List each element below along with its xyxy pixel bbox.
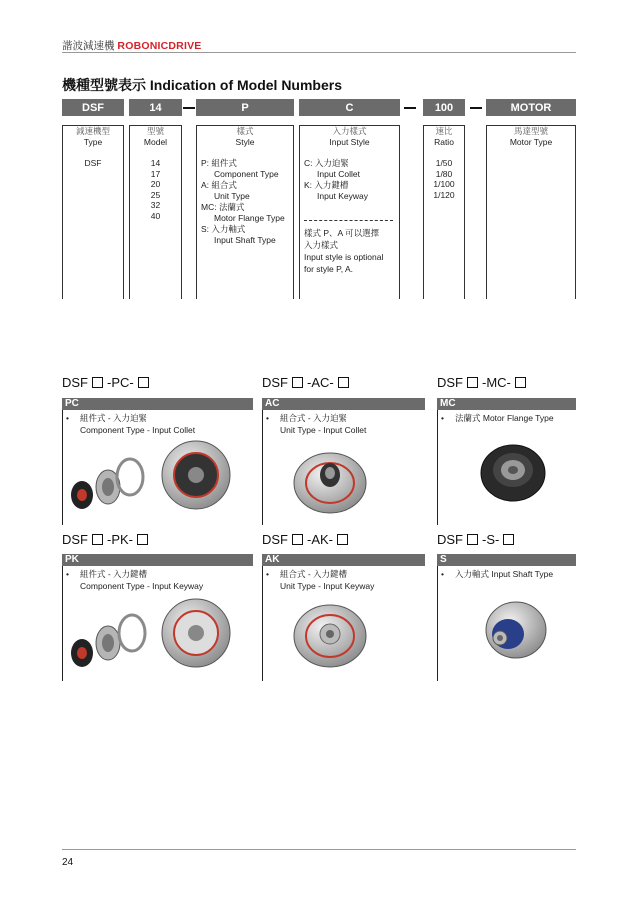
column-model xyxy=(129,125,182,299)
unit-keyway-image xyxy=(290,600,370,670)
blank-box xyxy=(292,534,303,545)
component-collet-image xyxy=(66,440,256,515)
page-number: 24 xyxy=(62,857,74,868)
blank-box xyxy=(337,534,348,545)
desc-en: Component Type - Input Collet xyxy=(80,425,196,435)
bullet: • xyxy=(66,569,69,579)
desc-en: Component Type - Input Keyway xyxy=(80,581,204,591)
blank-box xyxy=(467,377,478,388)
list-item: 20 xyxy=(150,179,161,189)
list-item: S: 入力軸式 xyxy=(201,224,246,234)
desc-zh: 入力軸式 Input Shaft Type xyxy=(455,569,554,579)
product-bar-ak: AK xyxy=(262,554,425,566)
footer-divider xyxy=(62,849,576,850)
list-item: MC: 法蘭式 xyxy=(201,202,245,212)
column-input-style xyxy=(299,125,400,299)
bullet: • xyxy=(66,413,69,423)
list-item: Input Collet xyxy=(317,169,360,179)
bullet: • xyxy=(441,569,444,579)
column-heading-en: Model xyxy=(143,137,168,147)
list-item: 40 xyxy=(150,210,161,221)
product-desc-mc xyxy=(441,412,554,424)
list-item: Component Type xyxy=(214,169,279,179)
product-frame xyxy=(62,566,63,681)
column-heading-zh: 入力樣式 xyxy=(332,126,367,136)
list-item: 17 xyxy=(150,168,161,179)
product-desc-pc xyxy=(66,412,195,436)
desc-zh: 組件式 - 入力鍵槽 xyxy=(80,569,148,579)
bullet: • xyxy=(441,413,444,423)
code-dash xyxy=(470,107,482,109)
list-item: DSF xyxy=(84,158,102,168)
column-heading-en: Input Style xyxy=(329,137,370,147)
list-item: Motor Flange Type xyxy=(214,213,285,223)
motor-flange-image xyxy=(478,440,548,505)
list-item: 1/80 xyxy=(435,168,453,179)
column-heading-en: Motor Type xyxy=(509,137,553,147)
code-ratio: 100 xyxy=(423,99,465,116)
product-frame xyxy=(437,410,438,525)
product-bar-s: S xyxy=(437,554,576,566)
product-suffix: -MC- xyxy=(482,375,511,390)
product-code-s xyxy=(437,532,518,547)
list-item: 1/120 xyxy=(433,189,455,200)
product-prefix: DSF xyxy=(62,375,88,390)
product-prefix: DSF xyxy=(262,375,288,390)
product-code-pk xyxy=(62,532,152,547)
list-item: C: 入力迫緊 xyxy=(304,158,349,168)
code-input-style: C xyxy=(299,99,400,116)
list-item: Unit Type xyxy=(214,191,250,201)
desc-zh: 組件式 - 入力迫緊 xyxy=(80,413,148,423)
product-suffix: -AK- xyxy=(307,532,333,547)
column-heading-en: Ratio xyxy=(434,137,454,147)
column-heading-zh: 樣式 xyxy=(236,126,254,136)
column-heading-en: Type xyxy=(83,137,103,147)
product-frame xyxy=(262,566,263,681)
column-heading-zh: 減速機型 xyxy=(75,126,110,136)
product-desc-s xyxy=(441,568,553,580)
product-code-pc xyxy=(62,375,153,390)
blank-box xyxy=(515,377,526,388)
product-prefix: DSF xyxy=(262,532,288,547)
column-heading-zh: 速比 xyxy=(435,126,453,136)
list-item: A: 組合式 xyxy=(201,180,237,190)
list-item: Input Shaft Type xyxy=(214,235,276,245)
column-heading-zh: 型號 xyxy=(146,126,164,136)
page-title: 機種型號表示 Indication of Model Numbers xyxy=(62,77,343,93)
header-zh: 諧波減速機 xyxy=(62,40,115,52)
product-suffix: -S- xyxy=(482,532,500,547)
blank-box xyxy=(338,377,349,388)
list-item: 25 xyxy=(150,189,161,200)
product-prefix: DSF xyxy=(62,532,88,547)
list-item: 14 xyxy=(150,158,161,168)
code-model: 14 xyxy=(129,99,182,116)
blank-box xyxy=(292,377,303,388)
column-heading-en: Style xyxy=(235,137,255,147)
input-shaft-image xyxy=(478,598,548,663)
code-dash xyxy=(183,107,195,109)
column-ratio xyxy=(423,125,465,299)
desc-en: Unit Type - Input Collet xyxy=(280,425,367,435)
product-code-ak xyxy=(262,532,352,547)
note-line: 入力樣式 xyxy=(304,240,339,250)
product-suffix: -PC- xyxy=(107,375,134,390)
blank-box xyxy=(138,377,149,388)
blank-box xyxy=(503,534,514,545)
bullet: • xyxy=(266,413,269,423)
product-bar-mc: MC xyxy=(437,398,576,410)
code-type: DSF xyxy=(62,99,124,116)
unit-collet-image xyxy=(290,445,370,515)
blank-box xyxy=(467,534,478,545)
product-bar-ac: AC xyxy=(262,398,425,410)
desc-zh: 法蘭式 Motor Flange Type xyxy=(455,413,554,423)
product-code-mc xyxy=(437,375,530,390)
note-line: Input style is optional xyxy=(304,252,384,262)
list-item: 1/100 xyxy=(433,179,455,189)
list-item: K: 入力鍵槽 xyxy=(304,180,349,190)
code-style: P xyxy=(196,99,294,116)
blank-box xyxy=(92,377,103,388)
product-desc-ak xyxy=(266,568,374,592)
list-item: 32 xyxy=(150,200,161,210)
product-frame xyxy=(262,410,263,525)
header-divider xyxy=(62,52,576,53)
style-note xyxy=(300,227,399,275)
code-dash xyxy=(404,107,416,109)
desc-zh: 組合式 - 入力迫緊 xyxy=(280,413,348,423)
note-line: 樣式 P、A 可以選擇 xyxy=(304,228,380,238)
list-item: Input Keyway xyxy=(317,191,369,201)
product-frame xyxy=(62,410,63,525)
column-style xyxy=(196,125,294,299)
product-prefix: DSF xyxy=(437,375,463,390)
product-desc-pk xyxy=(66,568,203,592)
product-prefix: DSF xyxy=(437,532,463,547)
note-line: for style P, A. xyxy=(304,264,353,274)
product-suffix: -PK- xyxy=(107,532,133,547)
product-suffix: -AC- xyxy=(307,375,334,390)
page-header xyxy=(62,38,202,53)
product-bar-pk: PK xyxy=(62,554,253,566)
product-frame xyxy=(437,566,438,681)
brand-logo: ROBONICDRIVE xyxy=(117,40,202,52)
dashed-divider xyxy=(304,220,393,221)
desc-en: Unit Type - Input Keyway xyxy=(280,581,375,591)
column-motor xyxy=(486,125,576,299)
list-item: 1/50 xyxy=(435,158,453,168)
product-desc-ac xyxy=(266,412,366,436)
blank-box xyxy=(92,534,103,545)
product-bar-pc: PC xyxy=(62,398,253,410)
product-code-ac xyxy=(262,375,353,390)
component-keyway-image xyxy=(66,598,256,673)
column-type xyxy=(62,125,124,299)
bullet: • xyxy=(266,569,269,579)
code-motor: MOTOR xyxy=(486,99,576,116)
blank-box xyxy=(137,534,148,545)
list-item: P: 組件式 xyxy=(201,158,237,168)
column-heading-zh: 馬達型號 xyxy=(513,126,548,136)
desc-zh: 組合式 - 入力鍵槽 xyxy=(280,569,348,579)
